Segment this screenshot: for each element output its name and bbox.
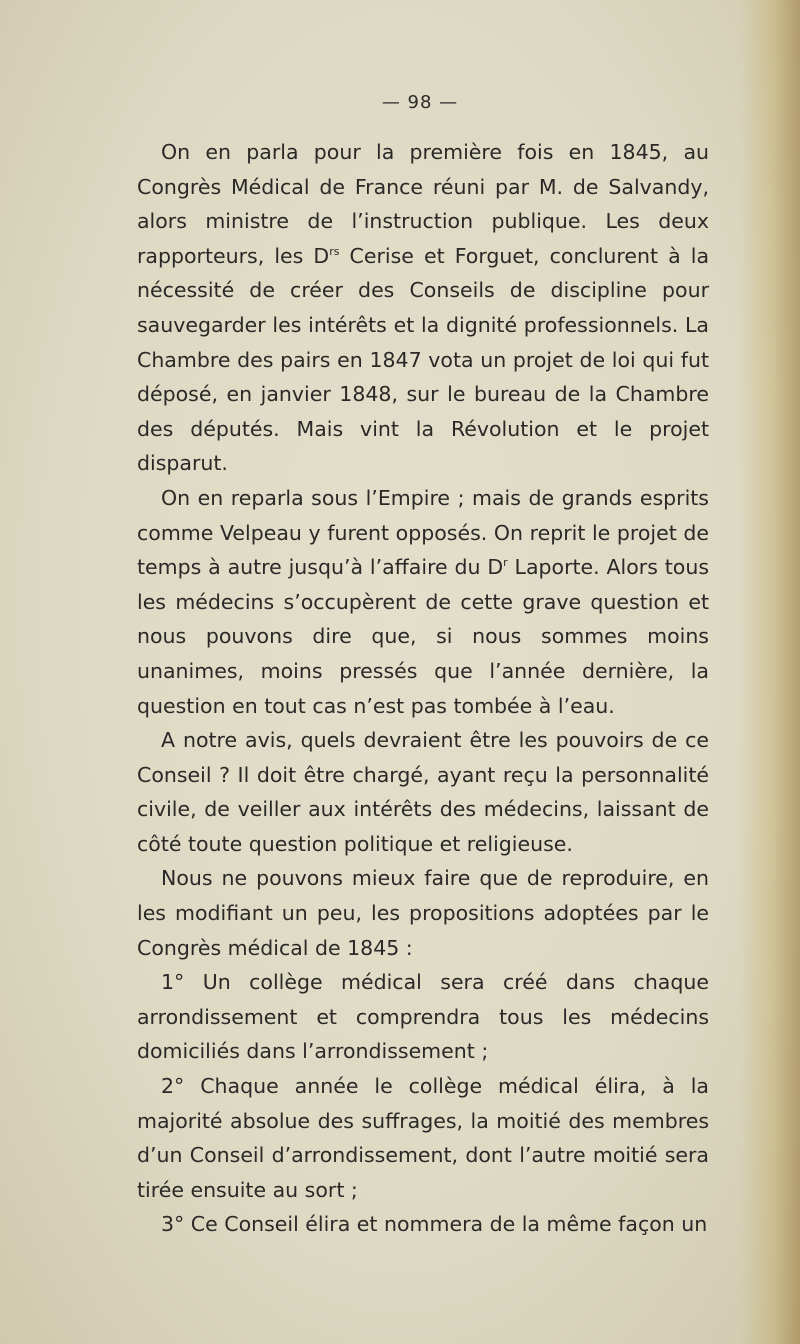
paragraph-3: A notre avis, quels devraient être les pouvoirs de ce Conseil ? Il doit être chargé, ayant reçu la personnalité civile, de veiller aux intérêts des médecins, laissant de côté toute question politique et religieuse. <box>137 728 709 856</box>
page-number: — 98 — <box>381 92 459 113</box>
superscript-dr: r <box>503 556 508 570</box>
list-item-1: 1° Un collège médical sera créé dans chaque arrondissement et comprendra tous les médecins domiciliés dans l’arrondissement ; <box>137 970 709 1064</box>
paragraph-2: On en reparla sous l’Empire ; mais de grands esprits comme Velpeau y furent opposés. On reprit le projet de temps à autre jusqu’à l’affaire du $D^r$ Laporte. Alors tous les médecins s’occupèrent de cette grave question et nous pouvons dire que, si nous sommes moins unanimes, moins pressés que l’année dernière, la question en tout cas n’est pas tombée à l’eau. <box>137 485 709 718</box>
list-item-3: 3° Ce Conseil élira et nommera de la même façon un <box>161 1212 708 1237</box>
page-edge-shadow <box>740 0 800 1344</box>
list-item-2: 2° Chaque année le collège médical élira, à la majorité absolue des suffrages, la moitié des membres d’un Conseil d’arrondissement, dont l’autre moitié sera tirée ensuite au sort ; <box>137 1074 709 1202</box>
paragraph-4: Nous ne pouvons mieux faire que de reproduire, en les modifiant un peu, les propositions adoptées par le Congrès médical de 1845 : <box>137 866 709 960</box>
paragraph-1: On en parla pour la première fois en 1845, au Congrès Médical de France réuni par M. de Salvandy, alors ministre de l’instruction publique. Les deux rapporteurs, les $D^{rs}$ Cerise et Forguet, conclurent à la nécessité de créer des Conseils de discipline pour sauvegarder les intérêts et la dignité professionnels. La Chambre des pairs en 1847 vota un projet de loi qui fut déposé, en janvier 1848, sur le bureau de la Chambre des députés. Mais vint la Révolution et le projet disparut. <box>137 140 710 476</box>
body-text <box>137 135 709 1242</box>
superscript-drs: rs <box>329 244 340 258</box>
